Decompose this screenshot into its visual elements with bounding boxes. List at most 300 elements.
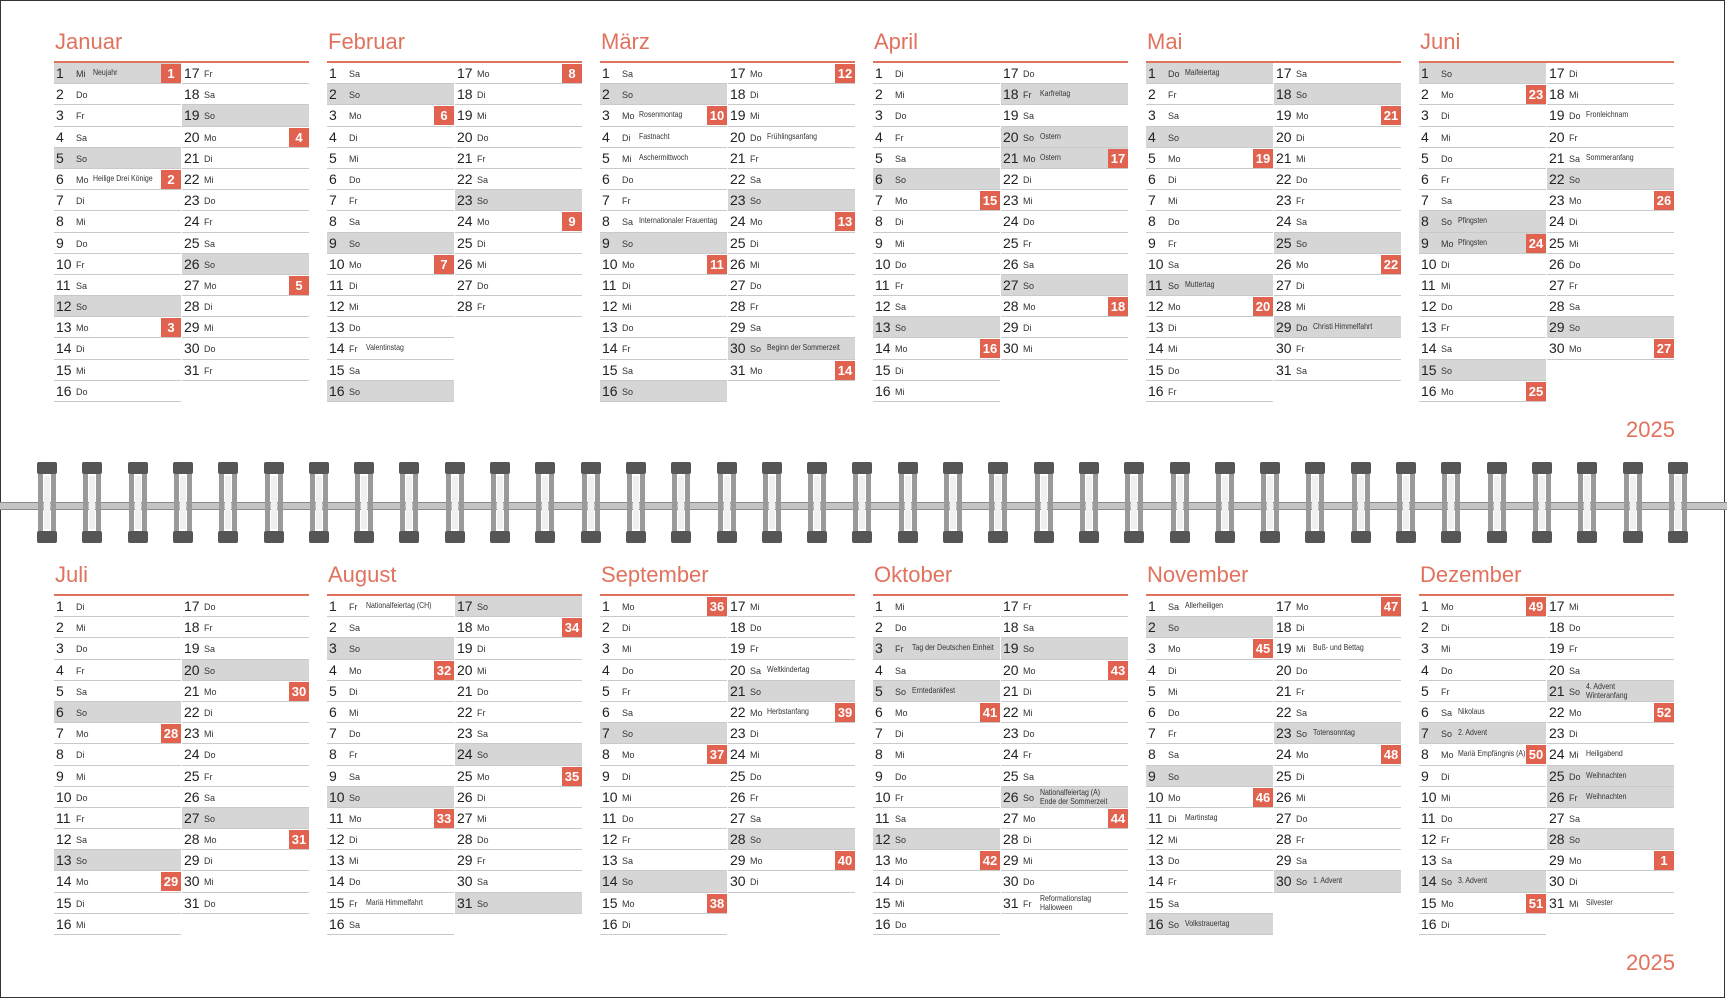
weekday: Mo	[1569, 196, 1582, 207]
day-number: 29	[1003, 319, 1019, 336]
weekday: So	[477, 196, 489, 207]
holiday-label	[1458, 876, 1487, 885]
day-number: 20	[184, 661, 200, 678]
day-number: 21	[457, 149, 473, 166]
day-number: 13	[329, 319, 345, 336]
day-row	[182, 808, 309, 829]
day-number: 24	[730, 213, 746, 230]
day-row	[1547, 169, 1674, 190]
weekday: So	[622, 386, 634, 397]
weekday: Sa	[477, 729, 489, 740]
weekday: Mi	[349, 707, 359, 718]
weekday: Mo	[477, 217, 490, 228]
day-number: 29	[1549, 319, 1565, 336]
day-column-second	[1547, 596, 1674, 914]
day-row	[600, 617, 727, 638]
weekday: Fr	[750, 302, 759, 313]
day-row	[1001, 190, 1128, 211]
holiday-label	[767, 132, 817, 141]
day-number: 10	[1148, 788, 1164, 805]
weekday: Fr	[1569, 280, 1578, 291]
day-number: 24	[184, 746, 200, 763]
weekday: Fr	[204, 69, 213, 79]
binding-loop	[309, 462, 329, 543]
day-row	[1547, 211, 1674, 232]
day-number: 12	[56, 831, 72, 848]
day-row	[600, 296, 727, 317]
weekday: So	[204, 813, 216, 824]
day-number: 10	[1421, 255, 1437, 272]
weekday: So	[349, 644, 361, 655]
day-row	[455, 127, 582, 148]
day-number: 12	[875, 831, 891, 848]
weekday: Do	[204, 898, 216, 909]
day-number: 24	[1549, 213, 1565, 230]
weekday: Mo	[1023, 302, 1036, 313]
holiday-text: 1. Advent	[1313, 875, 1343, 886]
weekday: Fr	[76, 111, 85, 122]
day-row	[455, 296, 582, 317]
day-row	[1274, 723, 1401, 744]
day-number: 25	[1549, 767, 1565, 784]
day-number: 29	[457, 852, 473, 869]
day-number: 2	[329, 619, 337, 636]
week-number-badge: 40	[835, 851, 855, 870]
day-row	[728, 660, 855, 681]
day-number: 17	[1549, 65, 1565, 81]
day-number: 4	[875, 661, 883, 678]
binding-loop	[1623, 462, 1643, 543]
week-number-badge: 19	[1253, 149, 1273, 168]
day-number: 10	[56, 255, 72, 272]
day-row	[1547, 127, 1674, 148]
day-number: 22	[730, 703, 746, 720]
day-row	[54, 723, 181, 744]
day-row	[54, 914, 181, 935]
holiday-label	[767, 707, 809, 716]
day-row	[455, 596, 582, 617]
weekday: Mo	[1441, 238, 1454, 249]
binding-loop	[943, 462, 963, 543]
weekday: Fr	[1441, 323, 1450, 334]
day-number: 30	[457, 873, 473, 890]
day-row	[327, 681, 454, 702]
day-number: 21	[184, 149, 200, 166]
day-row	[327, 617, 454, 638]
day-row	[455, 893, 582, 914]
weekday: Sa	[1168, 898, 1180, 909]
day-number: 27	[1003, 809, 1019, 826]
weekday: Di	[477, 792, 486, 803]
day-row	[182, 638, 309, 659]
weekday: Di	[1168, 813, 1177, 824]
binding-loop	[1487, 462, 1507, 543]
day-row	[1547, 63, 1674, 84]
weekday: Mi	[204, 174, 214, 185]
weekday: Di	[1441, 771, 1450, 782]
day-row	[728, 829, 855, 850]
day-row	[1274, 254, 1401, 275]
day-row	[327, 850, 454, 871]
day-row	[1547, 871, 1674, 892]
day-row	[1274, 190, 1401, 211]
day-row	[1419, 63, 1546, 84]
day-number: 17	[1276, 598, 1292, 614]
weekday: Fr	[622, 344, 631, 355]
day-number: 18	[1003, 86, 1019, 103]
day-row	[600, 105, 727, 126]
weekday: Di	[1296, 623, 1305, 634]
day-number: 1	[1421, 598, 1429, 614]
holiday-text: Heiligabend	[1586, 748, 1623, 759]
day-row	[728, 338, 855, 359]
day-number: 14	[875, 340, 891, 357]
day-row	[873, 190, 1000, 211]
day-number: 19	[730, 107, 746, 124]
weekday: Sa	[750, 174, 762, 185]
day-row	[1001, 105, 1128, 126]
day-number: 13	[602, 852, 618, 869]
day-row	[54, 105, 181, 126]
day-number: 17	[457, 65, 473, 81]
holiday-text: Allerheiligen	[1185, 600, 1223, 610]
weekday: Mo	[1569, 344, 1582, 355]
weekday: Mi	[1168, 196, 1178, 207]
day-number: 26	[457, 255, 473, 272]
weekday: Do	[1441, 665, 1453, 676]
weekday: Mi	[204, 729, 214, 740]
binding-loop	[1577, 462, 1597, 543]
holiday-label	[639, 110, 682, 119]
week-number-badge: 14	[835, 361, 855, 380]
weekday: Sa	[1168, 750, 1180, 761]
day-row	[1274, 617, 1401, 638]
binding-loop	[1215, 462, 1235, 543]
weekday: Fr	[1168, 729, 1177, 740]
day-number: 23	[1549, 192, 1565, 209]
weekday: So	[895, 835, 907, 846]
weekday: Mo	[622, 602, 635, 612]
day-number: 10	[875, 788, 891, 805]
weekday: Sa	[750, 665, 762, 676]
day-row	[873, 381, 1000, 402]
weekday: Di	[76, 602, 85, 612]
day-number: 8	[1421, 213, 1429, 230]
holiday-label	[1458, 728, 1487, 737]
day-number: 13	[875, 319, 891, 336]
day-row	[1146, 787, 1273, 808]
day-number: 4	[329, 661, 337, 678]
week-number-badge: 27	[1654, 339, 1674, 358]
day-row	[182, 254, 309, 275]
day-row	[873, 169, 1000, 190]
holiday-text: Mariä Empfängnis (A)	[1458, 748, 1526, 759]
weekday: Di	[750, 729, 759, 740]
day-number: 16	[875, 915, 891, 932]
holiday-text: Totensonntag	[1313, 727, 1355, 738]
weekday: Sa	[477, 174, 489, 185]
weekday: Di	[1569, 729, 1578, 740]
day-row	[327, 808, 454, 829]
weekday: Fr	[895, 644, 904, 655]
day-row	[54, 850, 181, 871]
weekday: Fr	[1441, 686, 1450, 697]
day-row	[327, 787, 454, 808]
holiday-label	[1586, 792, 1627, 801]
weekday: Mi	[1569, 90, 1579, 101]
day-number: 19	[1003, 640, 1019, 657]
weekday: Fr	[1441, 835, 1450, 846]
weekday: Fr	[1168, 877, 1177, 888]
day-row	[1547, 105, 1674, 126]
weekday: Di	[349, 686, 358, 697]
day-row	[873, 63, 1000, 84]
binding-loop	[490, 462, 510, 543]
weekday: So	[349, 792, 361, 803]
day-row	[1547, 681, 1674, 702]
day-row	[54, 127, 181, 148]
day-row	[54, 381, 181, 402]
day-row	[182, 211, 309, 232]
day-number: 26	[1549, 255, 1565, 272]
weekday: So	[349, 386, 361, 397]
day-number: 26	[730, 788, 746, 805]
day-row	[728, 808, 855, 829]
weekday: So	[750, 835, 762, 846]
day-number: 21	[730, 682, 746, 699]
day-row	[600, 317, 727, 338]
day-number: 14	[602, 873, 618, 890]
day-number: 18	[1549, 619, 1565, 636]
day-number: 25	[730, 234, 746, 251]
day-number: 5	[875, 682, 883, 699]
holiday-text: Ostern	[1040, 130, 1061, 141]
week-number-badge: 25	[1526, 382, 1546, 401]
day-number: 10	[602, 255, 618, 272]
day-number: 3	[1148, 640, 1156, 657]
day-number: 24	[1003, 746, 1019, 763]
day-row	[600, 596, 727, 617]
weekday: Sa	[750, 323, 762, 334]
day-number: 25	[1276, 234, 1292, 251]
holiday-label	[1586, 682, 1627, 700]
day-number: 16	[56, 915, 72, 932]
weekday: So	[895, 686, 907, 697]
day-number: 4	[56, 661, 64, 678]
weekday: Di	[750, 238, 759, 249]
day-row	[728, 596, 855, 617]
day-number: 15	[56, 894, 72, 911]
day-row	[728, 787, 855, 808]
weekday: Mo	[1441, 750, 1454, 761]
day-number: 4	[875, 128, 883, 145]
weekday: Mi	[895, 602, 905, 612]
day-number: 7	[1148, 725, 1156, 742]
day-number: 25	[1003, 767, 1019, 784]
day-row	[728, 84, 855, 105]
day-number: 18	[1549, 86, 1565, 103]
day-number: 25	[1003, 234, 1019, 251]
day-number: 22	[730, 170, 746, 187]
day-row	[600, 914, 727, 935]
weekday: So	[1168, 623, 1180, 634]
day-row	[455, 787, 582, 808]
weekday: So	[1569, 686, 1581, 697]
weekday: Fr	[622, 686, 631, 697]
day-number: 1	[1421, 65, 1429, 81]
day-column-second	[728, 596, 855, 893]
day-number: 6	[329, 703, 337, 720]
binding-loop	[1668, 462, 1688, 543]
day-number: 22	[457, 170, 473, 187]
day-number: 22	[1549, 170, 1565, 187]
day-row	[182, 296, 309, 317]
weekday: Mo	[622, 750, 635, 761]
weekday: Fr	[204, 365, 213, 376]
day-number: 2	[875, 86, 883, 103]
day-row	[54, 829, 181, 850]
weekday: Fr	[1296, 344, 1305, 355]
weekday: Mi	[1569, 238, 1579, 249]
day-number: 3	[1148, 107, 1156, 124]
day-number: 21	[1003, 682, 1019, 699]
weekday: Sa	[895, 302, 907, 313]
day-number: 30	[1003, 340, 1019, 357]
holiday-label	[366, 343, 404, 352]
day-row	[1146, 84, 1273, 105]
weekday: Do	[76, 238, 88, 249]
day-number: 5	[1421, 682, 1429, 699]
day-number: 22	[184, 170, 200, 187]
week-number-badge: 4	[289, 128, 309, 147]
day-number: 19	[457, 107, 473, 124]
day-number: 9	[602, 234, 610, 251]
day-row	[182, 596, 309, 617]
day-row	[728, 63, 855, 84]
day-row	[1146, 617, 1273, 638]
holiday-label	[1185, 68, 1219, 77]
binding-loop	[128, 462, 148, 543]
day-number: 13	[1421, 319, 1437, 336]
weekday: Mo	[1296, 111, 1309, 122]
day-number: 25	[1549, 234, 1565, 251]
holiday-text-second: Halloween	[1040, 901, 1073, 912]
month-name: April	[874, 29, 919, 54]
day-number: 3	[875, 107, 883, 124]
day-number: 13	[602, 319, 618, 336]
day-row	[1547, 723, 1674, 744]
holiday-text: Ostern	[1040, 151, 1061, 162]
day-row	[873, 84, 1000, 105]
weekday: Sa	[1441, 856, 1453, 867]
day-row	[600, 381, 727, 402]
day-number: 23	[730, 192, 746, 209]
weekday: Di	[76, 898, 85, 909]
day-row	[327, 893, 454, 914]
weekday: Mo	[477, 69, 490, 79]
day-column-first	[1419, 63, 1546, 402]
weekday: So	[1296, 729, 1308, 740]
day-row	[1146, 596, 1273, 617]
day-number: 30	[184, 873, 200, 890]
day-number: 1	[875, 65, 883, 81]
day-row	[54, 660, 181, 681]
weekday: Mi	[622, 644, 632, 655]
weekday: Sa	[622, 69, 634, 79]
weekday: Di	[1023, 323, 1032, 334]
weekday: Sa	[1569, 302, 1581, 313]
day-row	[1419, 617, 1546, 638]
day-number: 2	[329, 86, 337, 103]
day-number: 28	[1549, 831, 1565, 848]
day-number: 9	[329, 767, 337, 784]
weekday: So	[1296, 877, 1308, 888]
binding-loop	[535, 462, 555, 543]
day-row	[455, 702, 582, 723]
day-row	[1001, 169, 1128, 190]
day-row	[1001, 787, 1128, 808]
weekday: Fr	[477, 153, 486, 164]
day-row	[728, 850, 855, 871]
day-number: 6	[1421, 703, 1429, 720]
day-row	[873, 914, 1000, 935]
day-number: 12	[329, 831, 345, 848]
day-number: 28	[184, 831, 200, 848]
day-row	[1274, 871, 1401, 892]
day-row	[1001, 617, 1128, 638]
day-number: 24	[457, 746, 473, 763]
day-number: 8	[329, 746, 337, 763]
weekday: Mo	[1296, 602, 1309, 612]
day-number: 6	[875, 703, 883, 720]
day-row	[1274, 127, 1401, 148]
holiday-text: Karfreitag	[1040, 88, 1071, 99]
weekday: Sa	[349, 217, 361, 228]
holiday-label	[1313, 876, 1342, 885]
day-number: 5	[329, 682, 337, 699]
weekday: Mi	[204, 877, 214, 888]
day-number: 23	[1003, 192, 1019, 209]
weekday: So	[1569, 323, 1581, 334]
day-number: 28	[1276, 298, 1292, 315]
day-number: 5	[602, 682, 610, 699]
binding-loop	[626, 462, 646, 543]
weekday: Mi	[622, 792, 632, 803]
day-row	[1001, 744, 1128, 765]
day-row	[54, 190, 181, 211]
day-row	[1001, 338, 1128, 359]
weekday: So	[477, 602, 489, 612]
weekday: Fr	[204, 623, 213, 634]
day-number: 11	[1148, 276, 1163, 293]
day-row	[455, 829, 582, 850]
day-number: 27	[184, 276, 200, 293]
weekday: Do	[750, 623, 762, 634]
weekday: So	[1569, 174, 1581, 185]
day-number: 14	[1421, 873, 1437, 890]
day-row	[1274, 105, 1401, 126]
day-row	[728, 211, 855, 232]
weekday: Mi	[1441, 792, 1451, 803]
day-row	[873, 296, 1000, 317]
day-number: 16	[875, 382, 891, 399]
month-name: Juli	[55, 562, 89, 587]
holiday-text: Rosenmontag	[639, 109, 683, 120]
weekday: Mi	[204, 323, 214, 334]
day-number: 9	[602, 767, 610, 784]
weekday: So	[1441, 365, 1453, 376]
weekday: Sa	[895, 665, 907, 676]
